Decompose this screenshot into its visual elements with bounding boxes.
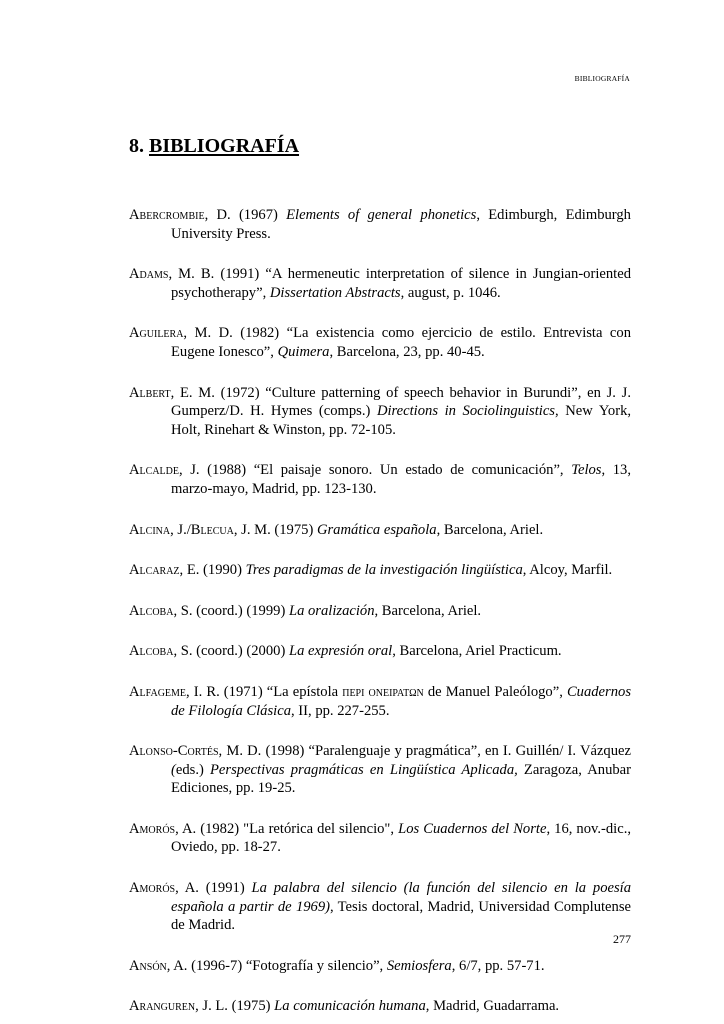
entry-work-title: Tres paradigmas de la investigación lingüística (245, 562, 523, 579)
entry-work-title: La palabra del silencio (la función del silencio en la poesía española a partir de 1969) (171, 880, 631, 915)
entry-author: Amorós (129, 880, 176, 897)
entry-work-title: Telos (571, 462, 602, 479)
bibliography-list (129, 206, 631, 1016)
bibliography-entry: Aguilera, M. D. (1982) “La existencia como ejercicio de estilo. Entrevista con Eugene Ionesco”, Quimera, Barcelona, 23, pp. 40-45. (129, 325, 631, 360)
entry-author: Abercrombie (129, 207, 205, 223)
page-number: 277 (613, 932, 631, 946)
entry-work-title: Directions in Sociolinguistics (376, 403, 555, 420)
entry-author: Alcalde (129, 462, 179, 479)
chapter-number: 8. (129, 135, 144, 157)
bibliography-entry: Adams, M. B. (1991) “A hermeneutic interpretation of silence in Jungian-oriented psychotherapy”, Dissertation Abstracts, august, p. 1046. (129, 266, 631, 301)
entry-author: Adams (129, 266, 169, 283)
entry-work-title: Cuadernos de Filología Clásica (171, 683, 631, 719)
entry-author: Aguilera (129, 325, 184, 342)
entry-work-title: Los Cuadernos del Norte (398, 820, 547, 837)
entry-author: Alcaraz (129, 562, 180, 579)
entry-author: Ansón (129, 957, 167, 974)
entry-work-title: Perspectivas pragmáticas en Lingüística Aplicada, (210, 761, 518, 778)
entry-author: Alcina (129, 521, 171, 538)
entry-author: Albert (129, 384, 171, 401)
entry-work-title: La expresión oral (288, 643, 393, 660)
bibliography-entry: Amorós, A. (1991) La palabra del silencio (la función del silencio en la poesía española a partir de 1969), Tesis doctoral, Madrid, Universidad Complutense de Madrid. (129, 880, 631, 934)
entry-work-title: Gramática española (316, 521, 437, 538)
bibliography-entry: Alcaraz, E. (1990) Tres paradigmas de la investigación lingüística, Alcoy, Marfil. (129, 562, 613, 579)
entry-author: Amorós (129, 820, 176, 837)
running-header: BIBLIOGRAFÍA (574, 74, 630, 83)
bibliography-entry: Aranguren, J. L. (1975) La comunicación humana, Madrid, Guadarrama. (129, 998, 560, 1015)
entry-author: Aranguren (129, 998, 196, 1015)
bibliography-entry: Alcalde, J. (1988) “El paisaje sonoro. Un estado de comunicación”, Telos, 13, marzo-mayo, Madrid, pp. 123-130. (129, 462, 631, 497)
entry-coauthor: Blecua (190, 521, 234, 538)
entry-work-title: Dissertation Abstracts (269, 284, 401, 301)
bibliography-entry: Albert, E. M. (1972) “Culture patterning of speech behavior in Burundi”, en J. J. Gumperz/D. H. Hymes (comps.) Directions in Sociolinguistics, New York, Holt, Rinehart & Winston, pp. 72-105. (129, 384, 632, 438)
entry-author: Alcoba (129, 602, 174, 619)
bibliography-entry: Alcoba, S. (coord.) (1999) La oralización, Barcelona, Ariel. (129, 602, 482, 619)
entry-author: Alcoba (129, 643, 174, 660)
entry-work-title: Elements of general phonetics (286, 207, 477, 223)
bibliography-entry: Abercrombie, D. (1967) Elements of general phonetics, Edimburgh, Edimburgh University Press. (129, 207, 631, 242)
entry-work-title: La comunicación humana (274, 998, 426, 1015)
entry-greek-title: περι ονειρατων (342, 683, 424, 700)
bibliography-entry: Alcoba, S. (coord.) (2000) La expresión oral, Barcelona, Ariel Practicum. (129, 643, 562, 660)
entry-work-title: Quimera (277, 343, 330, 360)
bibliography-entry: Ansón, A. (1996-7) “Fotografía y silencio”, Semiosfera, 6/7, pp. 57-71. (129, 957, 545, 974)
chapter-title: BIBLIOGRAFÍA (149, 135, 300, 157)
bibliography-entry: Alonso-Cortés, M. D. (1998) “Paralenguaje y pragmática”, en I. Guillén/ I. Vázquez (eds.) Perspectivas pragmáticas en Lingüística Aplicada, Zaragoza, Anubar Ediciones, pp. 19-25. (129, 743, 631, 797)
entry-author: Alonso-Cortés (129, 743, 219, 760)
bibliography-entry: Alcina, J./Blecua, J. M. (1975) Gramática española, Barcelona, Ariel. (129, 521, 544, 538)
bibliography-entry: Alfageme, I. R. (1971) “La epístola περι ονειρατων de Manuel Paleólogo”, Cuadernos de Filología Clásica, II, pp. 227-255. (129, 683, 631, 719)
entry-work-title: La oralización (288, 602, 375, 619)
chapter-heading (129, 134, 299, 158)
bibliography-entry: Amorós, A. (1982) "La retórica del silencio", Los Cuadernos del Norte, 16, nov.-dic., Oviedo, pp. 18-27. (129, 820, 632, 856)
entry-work-title: Semiosfera (386, 957, 452, 974)
entry-author: Alfageme (129, 683, 187, 700)
